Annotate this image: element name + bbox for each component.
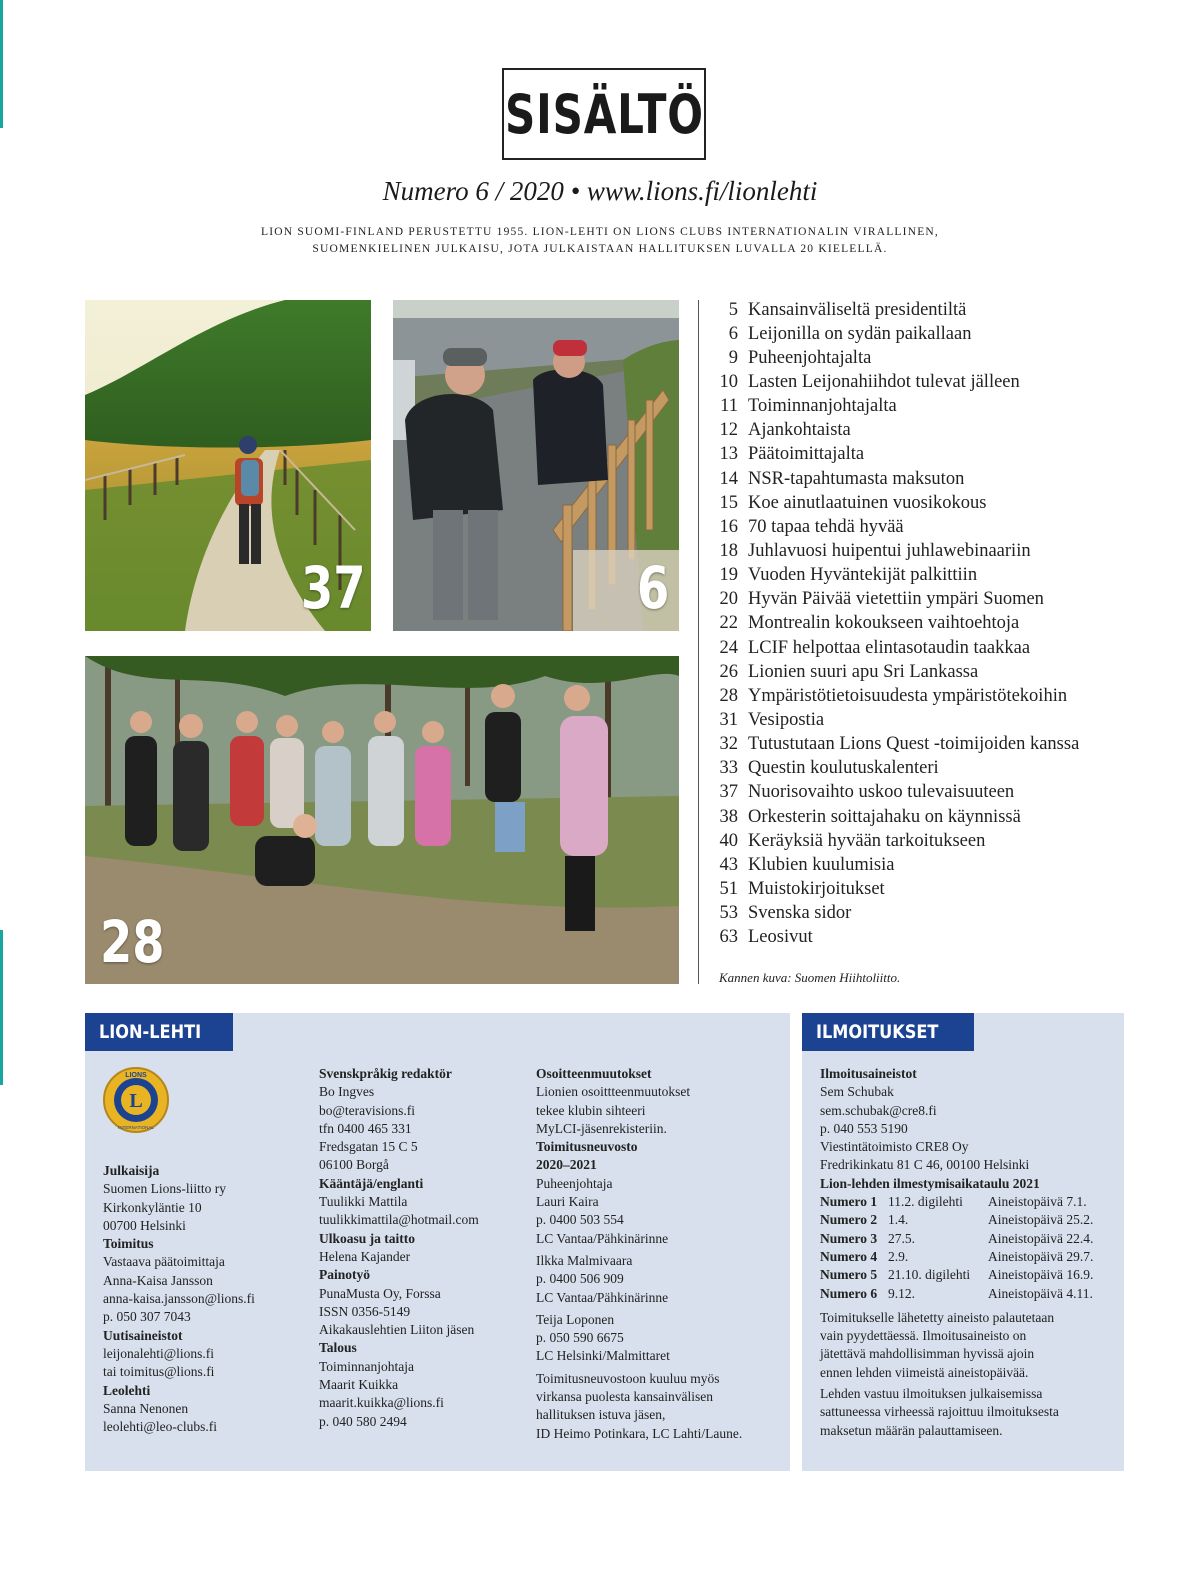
info-line: bo@teravisions.fi xyxy=(319,1102,416,1118)
toc-title: Klubien kuulumisia xyxy=(748,854,895,875)
toc-title: Vesipostia xyxy=(748,709,825,730)
info-line: ISSN 0356-5149 xyxy=(319,1303,411,1319)
info-line: Toiminnanjohtaja xyxy=(319,1358,415,1374)
toc-title: LCIF helpottaa elintasotaudin taakkaa xyxy=(748,637,1031,658)
toc-title: Hyvän Päivää vietettiin ympäri Suomen xyxy=(748,589,1044,610)
info-line: Sanna Nenonen xyxy=(103,1400,189,1416)
photo-hiking-path xyxy=(85,300,371,631)
schedule-issue: Numero 4 xyxy=(820,1248,878,1264)
toc-item xyxy=(706,708,1079,732)
info-section xyxy=(536,1311,786,1366)
toc-item xyxy=(706,684,1079,708)
info-line: tuulikkimattila@hotmail.com xyxy=(319,1212,479,1228)
toc-page-number: 5 xyxy=(728,299,738,320)
toc-page-number: 22 xyxy=(719,613,738,634)
lions-emblem-icon xyxy=(102,1066,170,1134)
info-heading: Toimitus xyxy=(103,1236,154,1252)
toc-page-number: 26 xyxy=(719,661,738,682)
info-line: Helena Kajander xyxy=(319,1248,411,1264)
ads-note-line: sattuneessa virheessä rajoittuu ilmoituksesta xyxy=(820,1404,1059,1420)
toc-item xyxy=(706,733,1079,757)
toc-item xyxy=(706,660,1079,684)
info-line: tai toimitus@lions.fi xyxy=(103,1364,215,1380)
info-line: Teija Loponen xyxy=(536,1311,615,1327)
info-line: anna-kaisa.jansson@lions.fi xyxy=(103,1291,255,1307)
info-line: Fredsgatan 15 C 5 xyxy=(319,1139,418,1155)
info-section xyxy=(536,1370,786,1443)
info-heading: Osoitteenmuutokset xyxy=(536,1066,652,1081)
info-line: ID Heimo Potinkara, LC Lahti/Laune. xyxy=(536,1425,743,1441)
toc-page-number: 6 xyxy=(728,323,738,344)
toc-page-number: 16 xyxy=(719,516,738,537)
toc-item xyxy=(706,805,1079,829)
toc-item xyxy=(706,491,1079,515)
toc-title: Vuoden Hyväntekijät palkittiin xyxy=(748,565,978,586)
toc-title: Lionien suuri apu Sri Lankassa xyxy=(748,661,979,682)
schedule-date: 11.2. digilehti xyxy=(888,1194,963,1210)
toc-title: Orkesterin soittajahaku on käynnissä xyxy=(748,806,1021,827)
photo-page-number: 28 xyxy=(100,908,165,976)
info-line: LC Vantaa/Pähkinärinne xyxy=(536,1230,669,1246)
toc-page-number: 10 xyxy=(719,371,738,392)
info-line: Aikakauslehtien Liiton jäsen xyxy=(319,1322,475,1338)
info-line: Vastaava päätoimittaja xyxy=(103,1254,225,1270)
table-of-contents xyxy=(706,298,1079,950)
ads-note-line: maksetun määrän palauttamiseen. xyxy=(820,1422,1003,1438)
toc-item xyxy=(706,757,1079,781)
photo-page-number: 6 xyxy=(637,554,670,622)
info-section xyxy=(103,1382,303,1437)
schedule-row xyxy=(820,1193,1110,1211)
schedule-row xyxy=(820,1230,1110,1248)
ads-note-line: Lehden vastuu ilmoituksen julkaisemissa xyxy=(820,1386,1043,1402)
toc-item xyxy=(706,515,1079,539)
info-section xyxy=(319,1065,529,1175)
toc-item xyxy=(706,612,1079,636)
toc-item xyxy=(706,877,1079,901)
info-line: tfn 0400 465 331 xyxy=(319,1120,412,1136)
toc-page-number: 18 xyxy=(719,540,738,561)
toc-page-number: 63 xyxy=(719,927,738,948)
toc-title: Svenska sidor xyxy=(748,903,852,924)
toc-page-number: 11 xyxy=(720,396,738,417)
lionlehti-col2 xyxy=(319,1065,529,1431)
info-line: Anna-Kaisa Jansson xyxy=(103,1272,213,1288)
toc-page-number: 51 xyxy=(719,878,738,899)
info-heading: 2020–2021 xyxy=(536,1157,597,1173)
schedule-deadline: Aineistopäivä 16.9. xyxy=(988,1267,1094,1283)
toc-item xyxy=(706,539,1079,563)
ads-contact-heading: Ilmoitusaineistot xyxy=(820,1066,917,1081)
schedule-issue: Numero 2 xyxy=(820,1212,878,1228)
toc-title: Nuorisovaihto uskoo tulevaisuuteen xyxy=(748,782,1015,803)
info-line: LC Vantaa/Pähkinärinne xyxy=(536,1289,669,1305)
info-section xyxy=(103,1235,303,1326)
toc-title: Koe ainutlaatuinen vuosikokous xyxy=(748,492,987,513)
toc-page-number: 20 xyxy=(719,589,738,610)
schedule-date: 1.4. xyxy=(888,1212,909,1228)
page-title-box xyxy=(502,68,706,160)
info-line: p. 0400 506 909 xyxy=(536,1271,624,1287)
toc-title: 70 tapaa tehdä hyvää xyxy=(748,516,904,537)
info-line: Bo Ingves xyxy=(319,1084,375,1100)
toc-title: Ajankohtaista xyxy=(748,420,851,441)
edge-accent-bottom xyxy=(0,930,3,1085)
info-line: leolehti@leo-clubs.fi xyxy=(103,1419,218,1435)
intro-line: SUOMENKIELINEN JULKAISU, JOTA JULKAISTAAN HALLITUKSEN LUVALLA 20 KIELELLÄ. xyxy=(312,243,888,255)
toc-title: Keräyksiä hyvään tarkoitukseen xyxy=(748,830,986,851)
info-line: MyLCI-jäsenrekisteriin. xyxy=(536,1120,667,1136)
svg-text:L: L xyxy=(129,1090,143,1112)
ads-note xyxy=(820,1309,1120,1382)
ads-contact-line: Fredrikinkatu 81 C 46, 00100 Helsinki xyxy=(820,1157,1030,1173)
info-section xyxy=(536,1138,786,1248)
schedule-deadline: Aineistopäivä 4.11. xyxy=(988,1285,1093,1301)
toc-page-number: 33 xyxy=(719,758,738,779)
toc-item xyxy=(706,588,1079,612)
toc-page-number: 28 xyxy=(719,685,738,706)
ilmoitukset-col xyxy=(820,1065,1120,1440)
schedule-issue: Numero 1 xyxy=(820,1194,878,1210)
info-heading: Ulkoasu ja taitto xyxy=(319,1230,416,1246)
page-title: SISÄLTÖ xyxy=(504,82,704,146)
info-line: LC Helsinki/Malmittaret xyxy=(536,1348,670,1364)
info-section xyxy=(103,1327,303,1382)
lionlehti-col3 xyxy=(536,1065,786,1443)
schedule-issue: Numero 5 xyxy=(820,1267,878,1283)
schedule-date: 2.9. xyxy=(888,1248,909,1264)
toc-page-number: 53 xyxy=(719,903,738,924)
lions-logo xyxy=(102,1066,170,1139)
info-section xyxy=(319,1266,529,1339)
info-heading: Kääntäjä/englanti xyxy=(319,1175,424,1191)
toc-title: Questin koulutuskalenteri xyxy=(748,758,939,779)
schedule-deadline: Aineistopäivä 22.4. xyxy=(988,1230,1094,1246)
toc-title: Tutustutaan Lions Quest -toimijoiden kanssa xyxy=(748,734,1080,755)
info-section xyxy=(103,1162,303,1235)
issue-line: Numero 6 / 2020 • www.lions.fi/lionlehti xyxy=(382,176,818,206)
schedule-table xyxy=(820,1193,1110,1303)
schedule-heading: Lion-lehden ilmestymisaikataulu 2021 xyxy=(820,1175,1040,1191)
logo-text-bottom: INTERNATIONAL xyxy=(118,1125,154,1130)
info-heading: Painotyö xyxy=(319,1267,371,1283)
toc-item xyxy=(706,395,1079,419)
ilmoitukset-tag xyxy=(802,1013,974,1051)
toc-page-number: 31 xyxy=(719,709,738,730)
toc-page-number: 9 xyxy=(728,347,738,368)
toc-item xyxy=(706,298,1079,322)
schedule-issue: Numero 6 xyxy=(820,1285,878,1301)
info-line: maarit.kuikka@lions.fi xyxy=(319,1395,444,1411)
lionlehti-tag-label: LION-LEHTI xyxy=(99,1021,202,1043)
toc-title: Lasten Leijonahiihdot tulevat jälleen xyxy=(748,371,1020,392)
photo-group-illustration xyxy=(85,656,679,984)
schedule-date: 27.5. xyxy=(888,1230,915,1246)
info-line: 06100 Borgå xyxy=(319,1157,389,1173)
photo-youth-group xyxy=(85,656,679,984)
photo-page-number: 37 xyxy=(301,554,366,622)
toc-item xyxy=(706,829,1079,853)
toc-item xyxy=(706,419,1079,443)
ads-contact-line: Sem Schubak xyxy=(820,1084,894,1100)
toc-item xyxy=(706,902,1079,926)
toc-item xyxy=(706,322,1079,346)
lionlehti-tag xyxy=(85,1013,233,1051)
toc-item xyxy=(706,926,1079,950)
toc-title: Muistokirjoitukset xyxy=(748,878,885,899)
info-line: Puheenjohtaja xyxy=(536,1175,613,1191)
toc-title: Leijonilla on sydän paikallaan xyxy=(748,323,972,344)
info-heading: Svenskpråkig redaktör xyxy=(319,1066,452,1081)
toc-page-number: 32 xyxy=(719,734,738,755)
intro-line: LION SUOMI-FINLAND PERUSTETTU 1955. LION-LEHTI ON LIONS CLUBS INTERNATIONALIN VIRALLINEN, xyxy=(260,226,939,238)
toc-title: Kansainväliseltä presidentiltä xyxy=(748,299,967,320)
lionlehti-col1 xyxy=(103,1162,303,1436)
schedule-deadline: Aineistopäivä 25.2. xyxy=(988,1212,1094,1228)
info-section xyxy=(536,1252,786,1307)
toc-page-number: 38 xyxy=(719,806,738,827)
info-line: p. 050 590 6675 xyxy=(536,1330,624,1346)
toc-item xyxy=(706,467,1079,491)
edge-accent-top xyxy=(0,0,3,128)
toc-page-number: 15 xyxy=(719,492,738,513)
info-line: PunaMusta Oy, Forssa xyxy=(319,1285,441,1301)
toc-page-number: 40 xyxy=(719,830,738,851)
ads-contact xyxy=(820,1083,1120,1174)
info-line: Ilkka Malmivaara xyxy=(536,1252,633,1268)
ads-note-line: ennen lehden viimeistä aineistopäivää. xyxy=(820,1364,1029,1380)
ads-note-line: vain pyydettäessä. Ilmoitusaineisto on xyxy=(820,1328,1027,1344)
ilmoitukset-tag-label: ILMOITUKSET xyxy=(816,1021,939,1043)
schedule-date: 9.12. xyxy=(888,1285,915,1301)
schedule-deadline: Aineistopäivä 7.1. xyxy=(988,1194,1087,1210)
toc-page-number: 13 xyxy=(719,444,738,465)
info-line: virkansa puolesta kansainvälisen xyxy=(536,1389,713,1405)
toc-title: Puheenjohtajalta xyxy=(748,347,872,368)
intro-text xyxy=(0,224,1200,258)
toc-title: Montrealin kokoukseen vaihtoehtoja xyxy=(748,613,1020,634)
info-line: Maarit Kuikka xyxy=(319,1377,399,1393)
toc-item xyxy=(706,636,1079,660)
info-line: tekee klubin sihteeri xyxy=(536,1102,646,1118)
info-line: Lauri Kaira xyxy=(536,1194,599,1210)
ads-note xyxy=(820,1385,1120,1440)
info-line: hallituksen istuva jäsen, xyxy=(536,1407,666,1423)
logo-text-top: LIONS xyxy=(125,1072,147,1079)
ads-contact-line: sem.schubak@cre8.fi xyxy=(820,1102,937,1118)
cover-credit: Kannen kuva: Suomen Hiihtoliitto. xyxy=(719,970,901,985)
toc-divider xyxy=(698,300,699,984)
toc-item xyxy=(706,564,1079,588)
info-heading: Uutisaineistot xyxy=(103,1327,183,1343)
toc-page-number: 19 xyxy=(719,565,738,586)
toc-title: NSR-tapahtumasta maksuton xyxy=(748,468,965,489)
info-line: 00700 Helsinki xyxy=(103,1217,186,1233)
toc-item xyxy=(706,853,1079,877)
info-line: Tuulikki Mattila xyxy=(319,1194,408,1210)
info-section xyxy=(319,1230,529,1267)
info-line: p. 0400 503 554 xyxy=(536,1212,624,1228)
toc-title: Juhlavuosi huipentui juhlawebinaariin xyxy=(748,540,1031,561)
info-line: Kirkonkyläntie 10 xyxy=(103,1199,202,1215)
ads-note-line: Toimitukselle lähetetty aineisto palautetaan xyxy=(820,1309,1055,1325)
toc-title: Ympäristötietoisuudesta ympäristötekoihin xyxy=(748,685,1068,706)
info-line: p. 050 307 7043 xyxy=(103,1309,191,1325)
toc-page-number: 12 xyxy=(719,420,738,441)
ads-note-line: jätettävä mahdollisimman hyvissä ajoin xyxy=(820,1346,1035,1362)
toc-item xyxy=(706,781,1079,805)
schedule-issue: Numero 3 xyxy=(820,1230,878,1246)
schedule-row xyxy=(820,1211,1110,1229)
info-line: Suomen Lions-liitto ry xyxy=(103,1181,226,1197)
info-heading: Talous xyxy=(319,1340,357,1356)
toc-title: Päätoimittajalta xyxy=(748,444,865,465)
toc-item xyxy=(706,346,1079,370)
info-line: leijonalehti@lions.fi xyxy=(103,1345,215,1361)
info-heading: Leolehti xyxy=(103,1382,151,1398)
toc-page-number: 24 xyxy=(719,637,738,658)
toc-title: Toiminnanjohtajalta xyxy=(748,396,897,417)
schedule-deadline: Aineistopäivä 29.7. xyxy=(988,1248,1094,1264)
info-line: Toimitusneuvostoon kuuluu myös xyxy=(536,1370,720,1386)
schedule-row xyxy=(820,1285,1110,1303)
toc-item xyxy=(706,443,1079,467)
info-line: p. 040 580 2494 xyxy=(319,1413,407,1429)
info-heading: Julkaisija xyxy=(103,1163,160,1178)
photo-two-men xyxy=(393,300,679,631)
info-section xyxy=(319,1339,529,1430)
info-line: Lionien osoittteenmuutokset xyxy=(536,1084,691,1100)
schedule-date: 21.10. digilehti xyxy=(888,1267,971,1283)
toc-page-number: 43 xyxy=(719,854,738,875)
info-section xyxy=(319,1175,529,1230)
toc-item xyxy=(706,370,1079,394)
toc-page-number: 14 xyxy=(719,468,738,489)
ads-contact-line: p. 040 553 5190 xyxy=(820,1120,908,1136)
info-heading: Toimitusneuvosto xyxy=(536,1139,638,1155)
ads-contact-line: Viestintätoimisto CRE8 Oy xyxy=(820,1139,969,1155)
schedule-row xyxy=(820,1266,1110,1284)
info-section xyxy=(536,1065,786,1138)
schedule-row xyxy=(820,1248,1110,1266)
toc-title: Leosivut xyxy=(748,927,813,948)
toc-page-number: 37 xyxy=(719,782,738,803)
